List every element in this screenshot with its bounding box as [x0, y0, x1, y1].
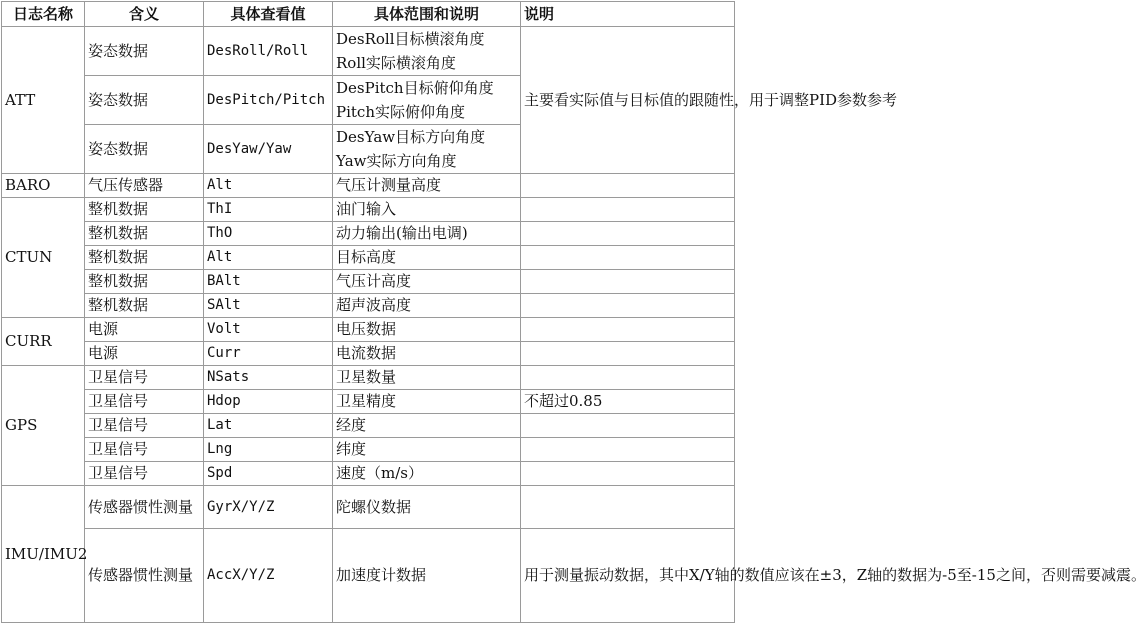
log-name-cell: ATT [2, 27, 85, 174]
log-name-cell: CURR [2, 318, 85, 366]
table-row [2, 222, 735, 246]
range-line: DesPitch目标俯仰角度 [336, 79, 494, 97]
meaning-cell: 卫星信号 [85, 366, 204, 390]
meaning-cell: 卫星信号 [85, 414, 204, 438]
log-parameter-table [1, 1, 1146, 623]
meaning-cell: 整机数据 [85, 222, 204, 246]
table-row [2, 390, 735, 414]
value-cell: ThI [204, 198, 333, 222]
note-cell [521, 222, 735, 246]
range-cell: 电流数据 [333, 342, 521, 366]
value-cell: Lng [204, 438, 333, 462]
note-cell [521, 174, 735, 198]
meaning-cell: 姿态数据 [85, 125, 204, 174]
meaning-cell: 整机数据 [85, 294, 204, 318]
header-meaning: 含义 [85, 2, 204, 27]
table-row [2, 414, 735, 438]
range-line: DesRoll目标横滚角度 [336, 30, 485, 48]
meaning-cell: 气压传感器 [85, 174, 204, 198]
value-cell: GyrX/Y/Z [204, 486, 333, 529]
table-row [2, 486, 735, 529]
meaning-cell: 卫星信号 [85, 438, 204, 462]
range-cell: 动力输出(输出电调) [333, 222, 521, 246]
note-cell: 用于测量振动数据，其中X/Y轴的数值应该在±3，Z轴的数据为-5至-15之间，否则需要减震。 [521, 529, 735, 623]
note-cell [521, 414, 735, 438]
value-cell: Lat [204, 414, 333, 438]
value-cell: Alt [204, 174, 333, 198]
range-cell: 气压计高度 [333, 270, 521, 294]
range-cell [333, 76, 521, 125]
log-name-cell: CTUN [2, 198, 85, 318]
table-row [2, 342, 735, 366]
value-cell: AccX/Y/Z [204, 529, 333, 623]
header-log-name: 日志名称 [2, 2, 85, 27]
range-cell [333, 125, 521, 174]
note-cell [521, 486, 735, 529]
table-row [2, 270, 735, 294]
note-cell [521, 366, 735, 390]
note-cell [521, 270, 735, 294]
range-cell: 陀螺仪数据 [333, 486, 521, 529]
value-cell: DesRoll/Roll [204, 27, 333, 76]
log-name-cell: GPS [2, 366, 85, 486]
table-row [2, 174, 735, 198]
note-cell: 主要看实际值与目标值的跟随性，用于调整PID参数参考 [521, 27, 735, 174]
table-row [2, 318, 735, 342]
meaning-cell: 卫星信号 [85, 462, 204, 486]
value-cell: Spd [204, 462, 333, 486]
range-cell: 纬度 [333, 438, 521, 462]
note-cell: 不超过0.85 [521, 390, 735, 414]
meaning-cell: 姿态数据 [85, 76, 204, 125]
range-line: Yaw实际方向角度 [336, 152, 457, 170]
range-cell: 目标高度 [333, 246, 521, 270]
range-cell: 油门输入 [333, 198, 521, 222]
header-range: 具体范围和说明 [333, 2, 521, 27]
range-line: Roll实际横滚角度 [336, 54, 456, 72]
value-cell: Curr [204, 342, 333, 366]
table-row [2, 438, 735, 462]
meaning-cell: 整机数据 [85, 270, 204, 294]
header-value: 具体查看值 [204, 2, 333, 27]
log-name-cell: IMU/IMU2 [2, 486, 85, 623]
value-cell: Hdop [204, 390, 333, 414]
note-cell [521, 438, 735, 462]
value-cell: ThO [204, 222, 333, 246]
note-cell [521, 462, 735, 486]
note-cell [521, 246, 735, 270]
range-cell: 加速度计数据 [333, 529, 521, 623]
range-cell [333, 27, 521, 76]
note-cell [521, 198, 735, 222]
range-cell: 超声波高度 [333, 294, 521, 318]
note-cell [521, 294, 735, 318]
table-row [2, 198, 735, 222]
header-row [2, 2, 735, 27]
value-cell: DesPitch/Pitch [204, 76, 333, 125]
table-row [2, 529, 735, 623]
table-row [2, 246, 735, 270]
meaning-cell: 电源 [85, 342, 204, 366]
meaning-cell: 传感器惯性测量 [85, 486, 204, 529]
log-name-cell: BARO [2, 174, 85, 198]
table-row [2, 462, 735, 486]
table-row [2, 294, 735, 318]
range-cell: 电压数据 [333, 318, 521, 342]
range-line: Pitch实际俯仰角度 [336, 103, 465, 121]
range-cell: 气压计测量高度 [333, 174, 521, 198]
header-note: 说明 [521, 2, 735, 27]
range-cell: 卫星数量 [333, 366, 521, 390]
meaning-cell: 整机数据 [85, 246, 204, 270]
range-cell: 速度（m/s） [333, 462, 521, 486]
table-row [2, 366, 735, 390]
value-cell: NSats [204, 366, 333, 390]
meaning-cell: 整机数据 [85, 198, 204, 222]
note-cell [521, 318, 735, 342]
meaning-cell: 姿态数据 [85, 27, 204, 76]
meaning-cell: 卫星信号 [85, 390, 204, 414]
value-cell: DesYaw/Yaw [204, 125, 333, 174]
range-line: DesYaw目标方向角度 [336, 128, 486, 146]
value-cell: Volt [204, 318, 333, 342]
meaning-cell: 传感器惯性测量 [85, 529, 204, 623]
table-row [2, 27, 735, 76]
range-cell: 卫星精度 [333, 390, 521, 414]
value-cell: Alt [204, 246, 333, 270]
value-cell: BAlt [204, 270, 333, 294]
range-cell: 经度 [333, 414, 521, 438]
meaning-cell: 电源 [85, 318, 204, 342]
value-cell: SAlt [204, 294, 333, 318]
note-cell [521, 342, 735, 366]
